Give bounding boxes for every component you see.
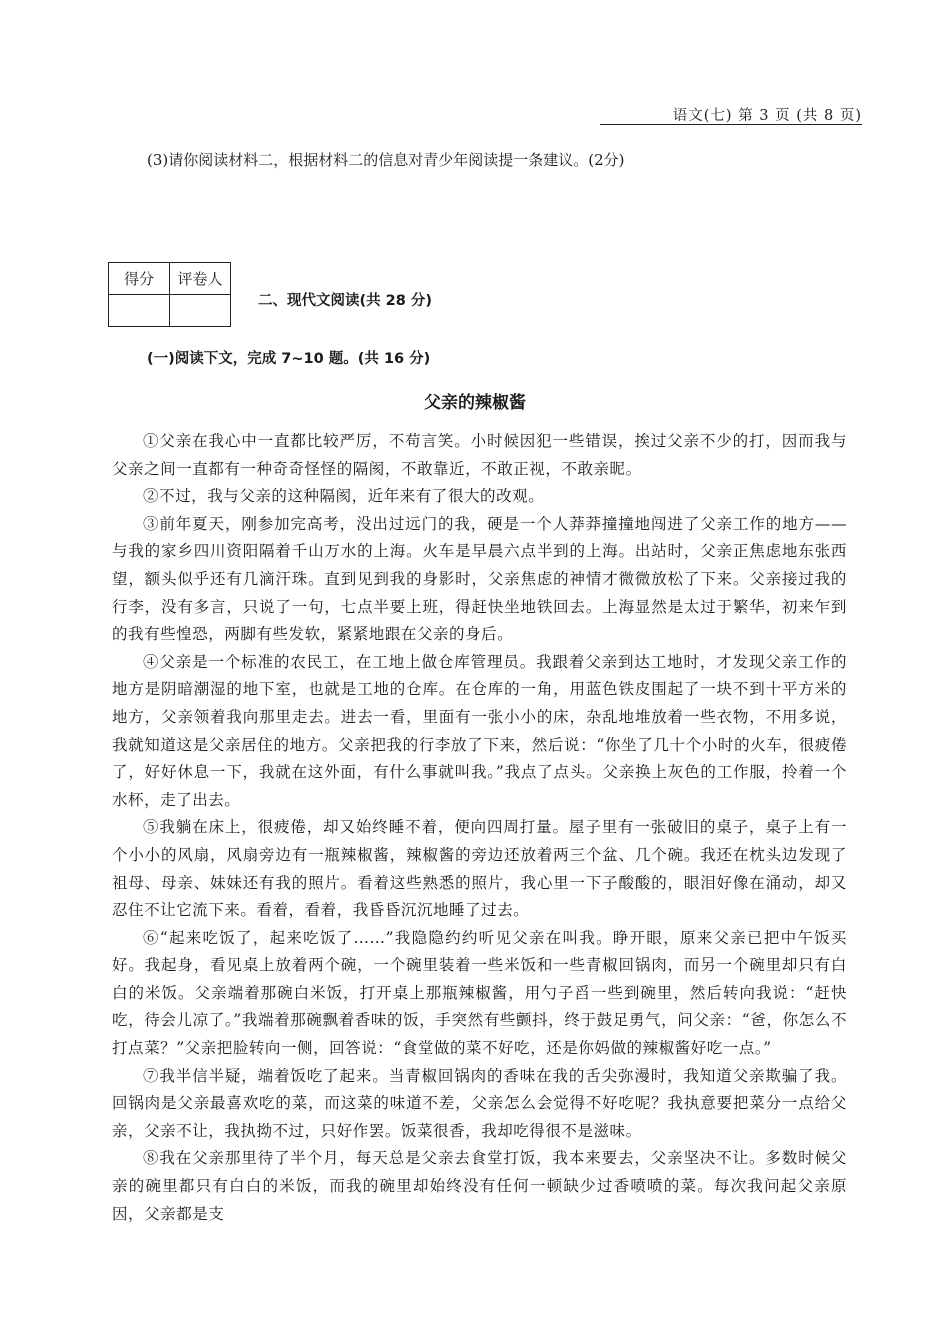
score-box xyxy=(108,262,231,327)
page-header: 语文(七) 第 3 页 (共 8 页) xyxy=(672,108,862,124)
score-cell xyxy=(109,295,170,327)
paragraph-5: ⑤我躺在床上，很疲倦，却又始终睡不着，便向四周打量。屋子里有一张破旧的桌子，桌子上有一个小小的风扇，风扇旁边有一瓶辣椒酱，辣椒酱的旁边还放着两三个盆、几个碗。我还在枕头边发现了祖母、母亲、妹妹还有我的照片。看着这些熟悉的照片，我心里一下子酸酸的，眼泪好像在涌动，却又忍住不让它流下来。看着，看着，我昏昏沉沉地睡了过去。 xyxy=(112,818,847,920)
paragraph-8: ⑧我在父亲那里待了半个月，每天总是父亲去食堂打饭，我本来要去，父亲坚决不让。多数时候父亲的碗里都只有白白的米饭，而我的碗里却始终没有任何一顿缺少过香喷喷的菜。每次我问起父亲原因，父亲都是支 xyxy=(112,1149,847,1223)
paragraph-2: ②不过，我与父亲的这种隔阂，近年来有了很大的改观。 xyxy=(143,487,545,506)
header-rule xyxy=(600,124,862,125)
article-body xyxy=(112,428,847,1228)
paragraph-3: ③前年夏天，刚参加完高考，没出过远门的我，硬是一个人莽莽撞撞地闯进了父亲工作的地方——与我的家乡四川资阳隔着千山万水的上海。火车是早晨六点半到的上海。出站时，父亲正焦虑地东张西望，额头似乎还有几滴汗珠。直到见到我的身影时，父亲焦虑的神情才微微放松了下来。父亲接过我的行李，没有多言，只说了一句，七点半要上班，得赶快坐地铁回去。上海显然是太过于繁华，初来乍到的我有些惶恐，两脚有些发软，紧紧地跟在父亲的身后。 xyxy=(112,514,847,644)
section-title: 二、现代文阅读(共 28 分) xyxy=(258,293,433,309)
article-title: 父亲的辣椒酱 xyxy=(424,393,526,413)
paragraph-1: ①父亲在我心中一直都比较严厉，不苟言笑。小时候因犯一些错误，挨过父亲不少的打，因而我与父亲之间一直都有一种奇奇怪怪的隔阂，不敢靠近，不敢正视，不敢亲昵。 xyxy=(112,432,847,478)
paragraph-7: ⑦我半信半疑，端着饭吃了起来。当青椒回锅肉的香味在我的舌尖弥漫时，我知道父亲欺骗了我。回锅肉是父亲最喜欢吃的菜，而这菜的味道不差，父亲怎么会觉得不好吃呢？我执意要把菜分一点给父亲，父亲不让，我执拗不过，只好作罢。饭菜很香，我却吃得很不是滋味。 xyxy=(112,1066,847,1140)
score-label: 得分 xyxy=(109,263,170,295)
paragraph-4: ④父亲是一个标准的农民工，在工地上做仓库管理员。我跟着父亲到达工地时，才发现父亲工作的地方是阴暗潮湿的地下室，也就是工地的仓库。在仓库的一角，用蓝色铁皮围起了一块不到十平方米的地方，父亲领着我向那里走去。进去一看，里面有一张小小的床，杂乱地堆放着一些衣物，不用多说，我就知道这是父亲居住的地方。父亲把我的行李放了下来，然后说：“你坐了几十个小时的火车，很疲倦了，好好休息一下，我就在这外面，有什么事就叫我。”我点了点头。父亲换上灰色的工作服，拎着一个水杯，走了出去。 xyxy=(112,652,847,809)
subsection-title: (一)阅读下文，完成 7~10 题。(共 16 分) xyxy=(147,351,431,367)
question-3: (3)请你阅读材料二，根据材料二的信息对青少年阅读提一条建议。(2分) xyxy=(147,151,625,169)
grader-label: 评卷人 xyxy=(170,263,231,295)
grader-cell xyxy=(170,295,231,327)
paragraph-6: ⑥“起来吃饭了，起来吃饭了……”我隐隐约约听见父亲在叫我。睁开眼，原来父亲已把中午饭买好。我起身，看见桌上放着两个碗，一个碗里装着一些米饭和一些青椒回锅肉，而另一个碗里却只有白白的米饭。父亲端着那碗白米饭，打开桌上那瓶辣椒酱，用勺子舀一些到碗里，然后转向我说：“赶快吃，待会儿凉了。”我端着那碗飘着香味的饭，手突然有些颤抖，终于鼓足勇气，问父亲：“爸，你怎么不打点菜？”父亲把脸转向一侧，回答说：“食堂做的菜不好吃，还是你妈做的辣椒酱好吃一点。” xyxy=(112,928,847,1058)
